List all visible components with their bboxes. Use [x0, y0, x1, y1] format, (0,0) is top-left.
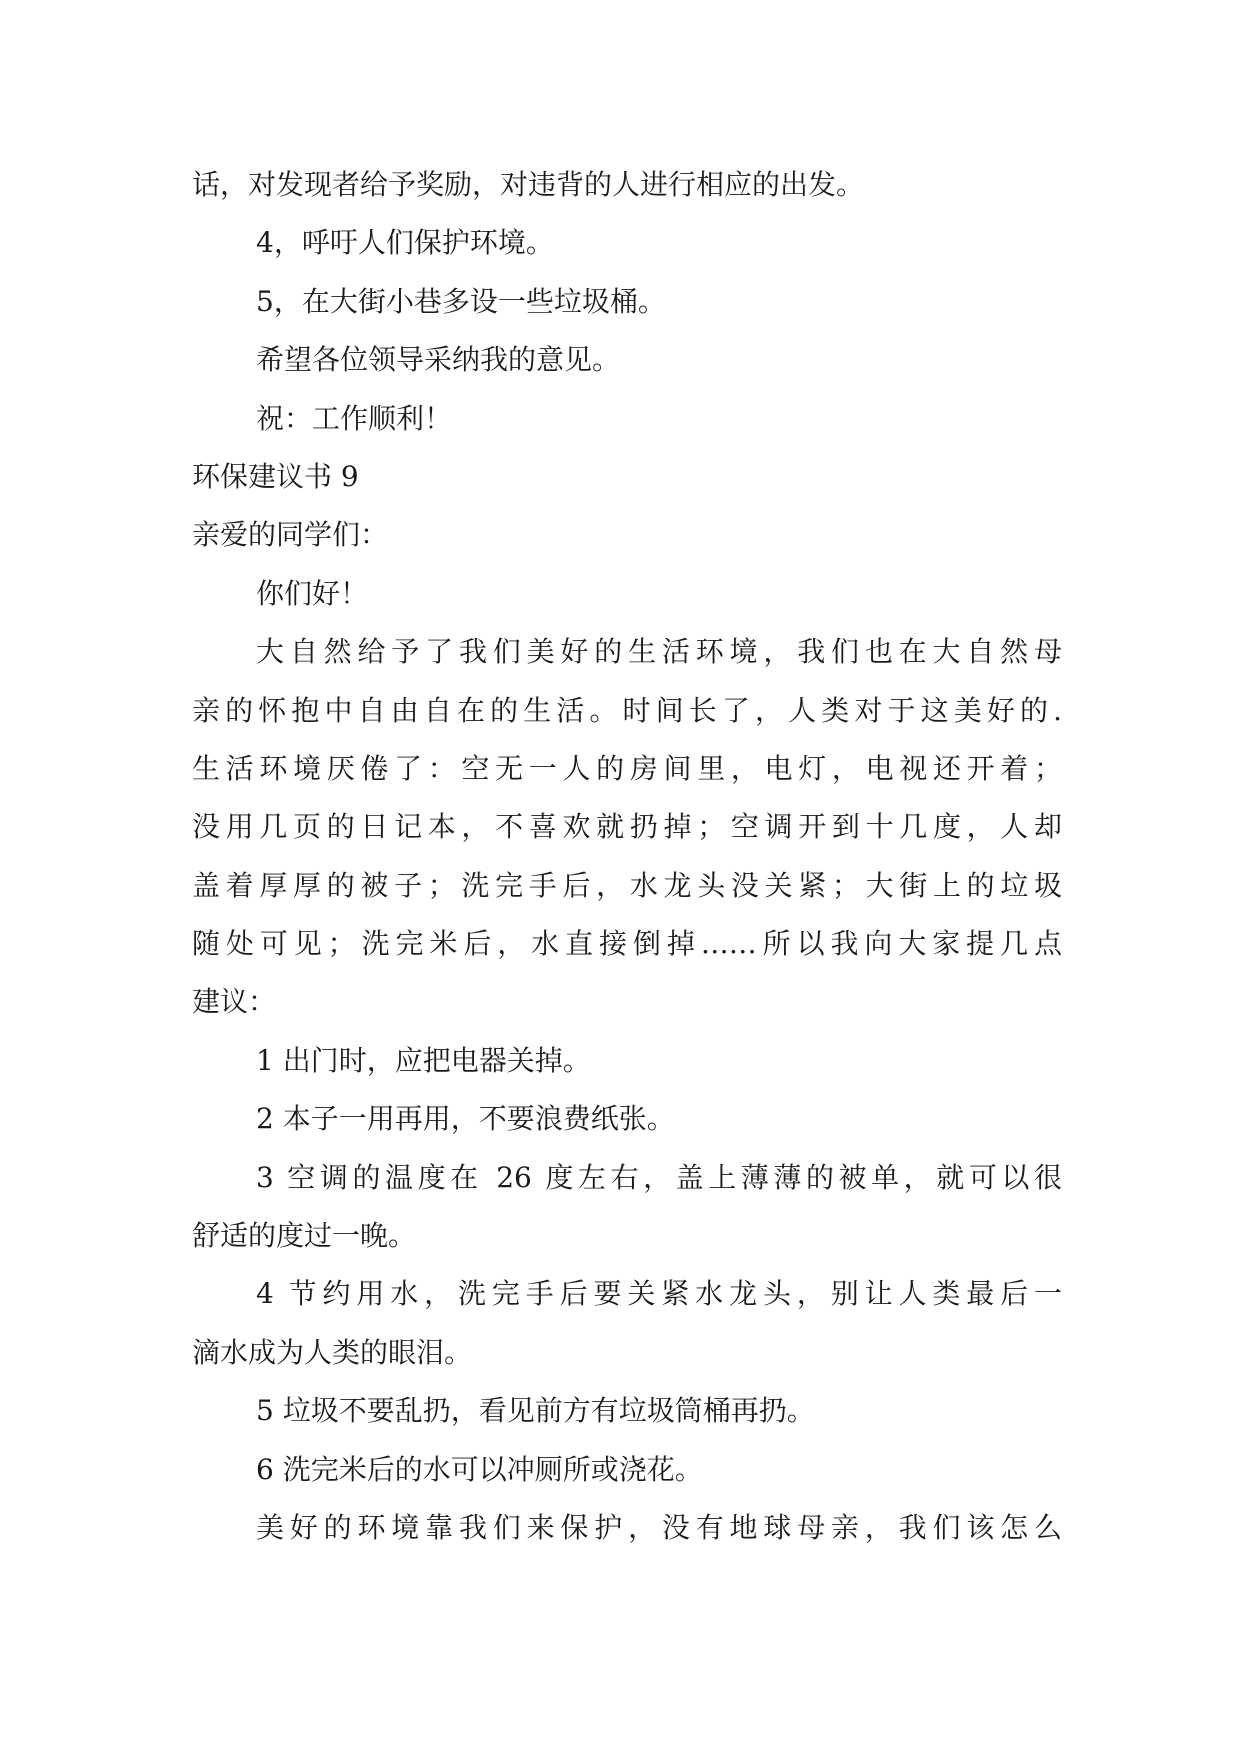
suggestion-item: 4 节约用水，洗完手后要关紧水龙头，别让人类最后一 [256, 1277, 1062, 1311]
text-line: 话，对发现者给予奖励，对违背的人进行相应的出发。 [192, 168, 865, 201]
suggestion-item: 6 洗完米后的水可以冲厕所或浇花。 [256, 1452, 703, 1486]
text-line: 盖着厚厚的被子；洗完手后，水龙头没关紧；大街上的垃圾 [192, 868, 1062, 902]
suggestion-item: 5 垃圾不要乱扔，看见前方有垃圾筒桶再扔。 [256, 1394, 815, 1428]
text-line: 亲的怀抱中自由自在的生活。时间长了，人类对于这美好的. [192, 693, 1062, 727]
salutation: 亲爱的同学们： [192, 518, 389, 552]
text-line: 舒适的度过一晚。 [192, 1219, 417, 1253]
text-line: 没用几页的日记本，不喜欢就扔掉；空调开到十几度，人却 [192, 810, 1062, 844]
text-line: 4，呼吁人们保护环境。 [256, 226, 554, 260]
greeting: 你们好！ [256, 576, 369, 610]
text-line: 随处可见；洗完米后，水直接倒掉……所以我向大家提几点 [192, 927, 1062, 961]
document-body [192, 156, 1062, 1557]
suggestion-item: 3 空调的温度在 26 度左右，盖上薄薄的被单，就可以很 [256, 1160, 1062, 1194]
text-line: 滴水成为人类的眼泪。 [192, 1335, 473, 1369]
text-line: 5，在大街小巷多设一些垃圾桶。 [256, 284, 666, 318]
text-line: 建议： [192, 985, 277, 1019]
section-title: 环保建议书 9 [192, 459, 359, 493]
text-line: 生活环境厌倦了：空无一人的房间里，电灯，电视还开着； [192, 751, 1062, 785]
closing-line: 祝：工作顺利！ [256, 401, 453, 435]
suggestion-item: 1 出门时，应把电器关掉。 [256, 1043, 591, 1077]
text-line: 希望各位领导采纳我的意见。 [256, 343, 621, 377]
suggestion-item: 2 本子一用再用，不要浪费纸张。 [256, 1102, 675, 1136]
text-line: 大自然给予了我们美好的生活环境，我们也在大自然母 [256, 635, 1062, 669]
text-line: 美好的环境靠我们来保护，没有地球母亲，我们该怎么 [256, 1510, 1062, 1544]
